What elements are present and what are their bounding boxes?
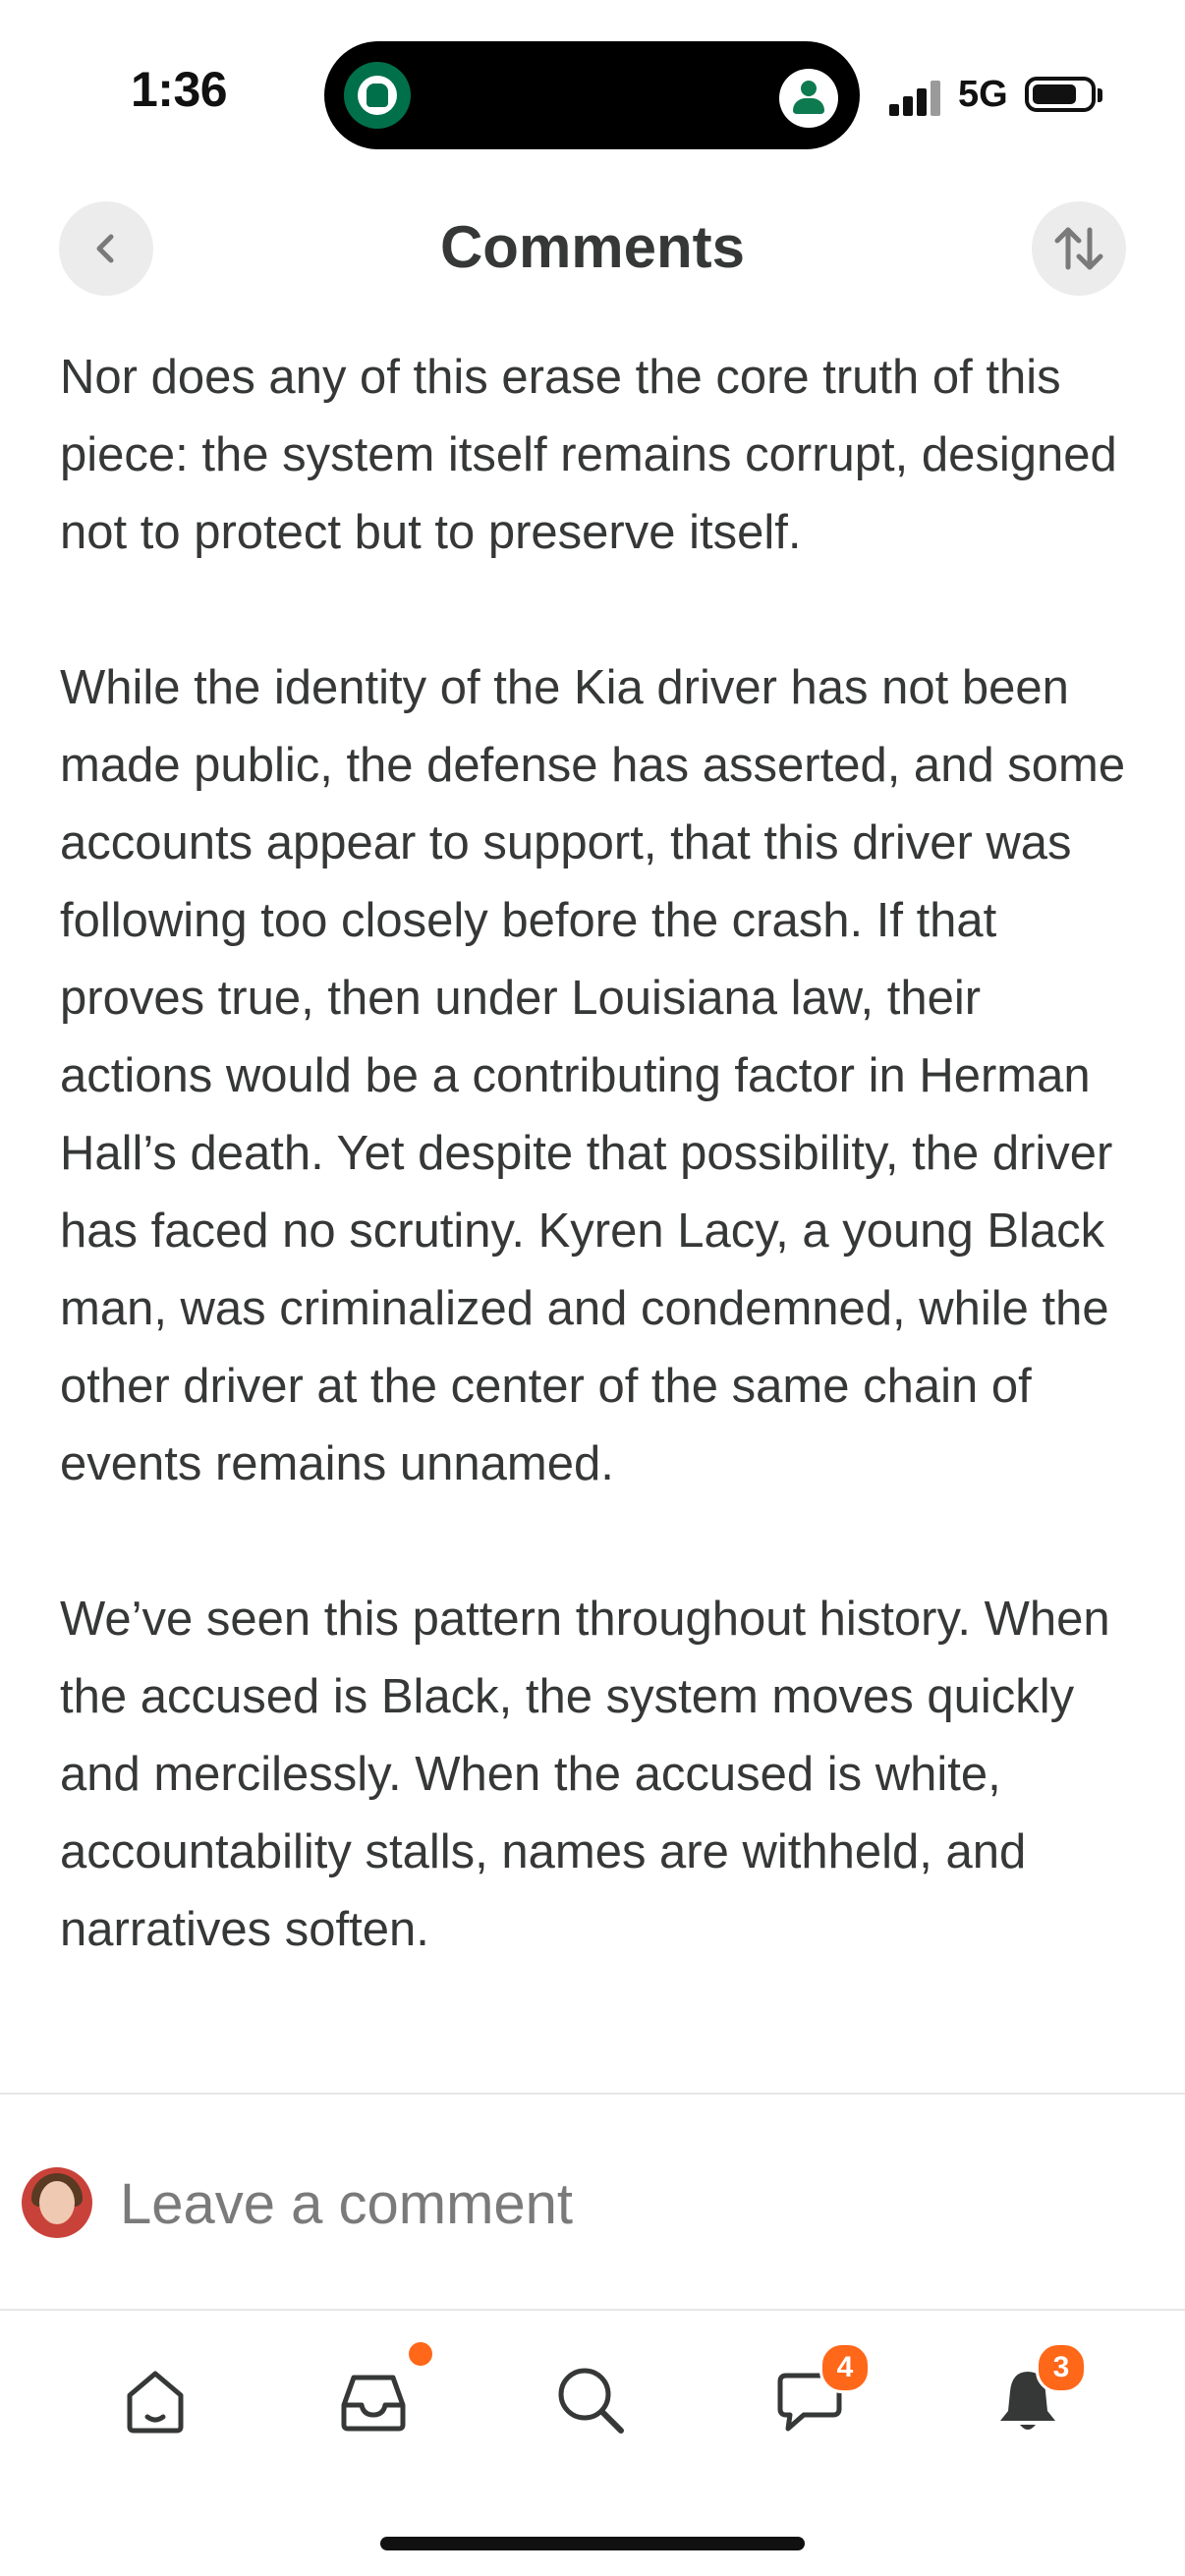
- clock: 1:36: [131, 62, 228, 117]
- cellular-signal-icon: [889, 79, 946, 116]
- tab-search[interactable]: [542, 2352, 641, 2450]
- inbox-icon: [338, 2366, 409, 2436]
- home-indicator: [380, 2537, 805, 2550]
- comment-input[interactable]: [118, 2161, 1104, 2246]
- network-type: 5G: [958, 74, 1008, 115]
- status-bar: [0, 0, 1185, 167]
- page-title: Comments: [439, 214, 746, 280]
- inbox-unread-dot: [409, 2342, 432, 2366]
- live-activity-person-icon: [779, 69, 838, 128]
- search-icon: [552, 2362, 631, 2440]
- tab-home[interactable]: [106, 2352, 204, 2450]
- battery-cap: [1098, 88, 1102, 102]
- sort-button[interactable]: [1032, 201, 1126, 296]
- comment-composer: [0, 2095, 1185, 2311]
- comment-paragraph: While the identity of the Kia driver has not been made public, the defense has asserted, and some accounts appear to support, that this driver was following too closely before the crash. If that proves true, then under Louisiana law, their actions would be a contributing factor in Herman Hall’s death. Yet despite that possibility, the driver has faced no scrutiny. Kyren Lacy, a young Black man, was criminalized and condemned, while the other driver at the center of the same chain of events remains unnamed.: [60, 661, 1126, 1490]
- comment-paragraph: We’ve seen this pattern throughout history. When the accused is Black, the system moves quickly and mercilessly. When the accused is white, accountability stalls, names are withheld, and narratives soften.: [60, 1593, 1110, 1956]
- tab-chat[interactable]: [761, 2352, 859, 2450]
- tab-inbox[interactable]: [324, 2352, 423, 2450]
- tab-notifications[interactable]: [979, 2352, 1077, 2450]
- notifications-badge: 3: [1036, 2342, 1087, 2393]
- starbucks-icon: [344, 62, 411, 129]
- battery-icon: [1025, 77, 1096, 112]
- comment-body: [60, 339, 1141, 2083]
- comment-paragraph: Nor does any of this erase the core truth of this piece: the system itself remains corrupt, designed not to protect but to preserve itself.: [60, 351, 1117, 559]
- tabbar-divider: [0, 2309, 1185, 2311]
- home-icon: [120, 2366, 191, 2436]
- chat-badge: 4: [819, 2342, 871, 2393]
- sort-arrows-icon: [1051, 224, 1106, 273]
- bottom-tab-bar: [0, 2313, 1185, 2499]
- user-avatar: [22, 2167, 92, 2238]
- comments-header: [0, 192, 1185, 305]
- dynamic-island[interactable]: [324, 41, 860, 149]
